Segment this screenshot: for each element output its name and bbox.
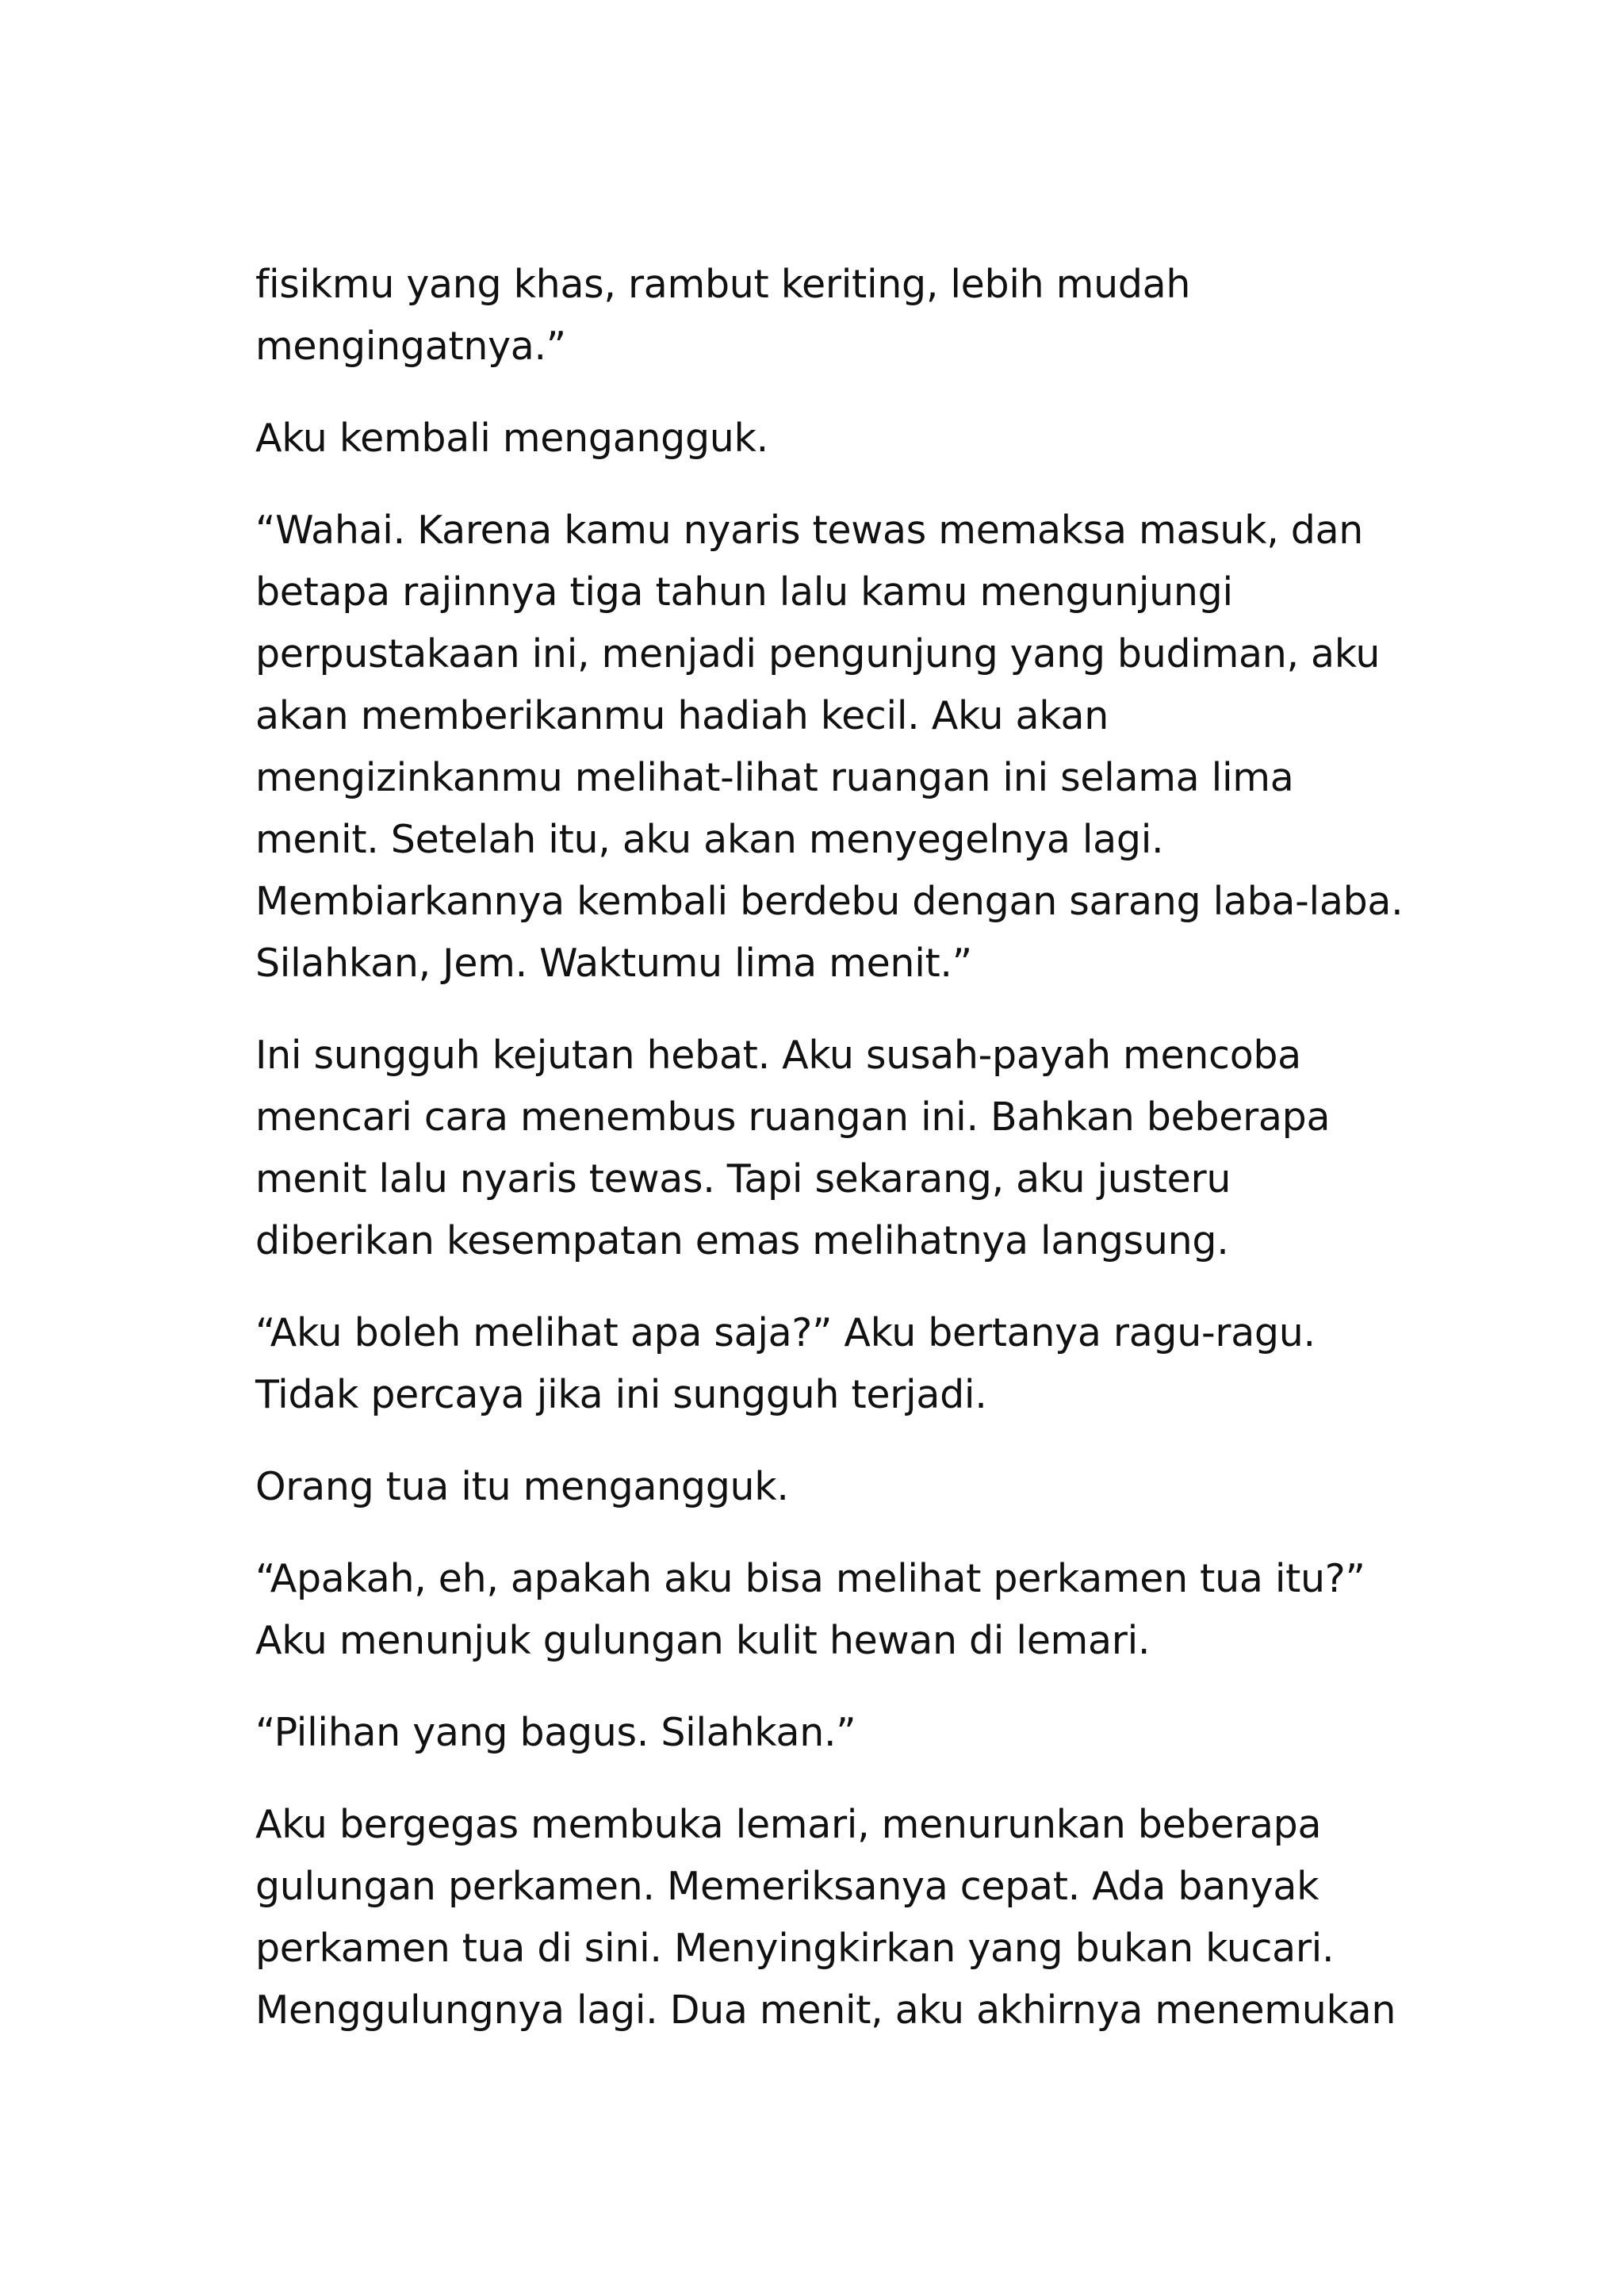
text-line: Menggulungnya lagi. Dua menit, aku akhirnya menemukan: [255, 1987, 1396, 2033]
text-line: perkamen tua di sini. Menyingkirkan yang bukan kucari.: [255, 1926, 1335, 1971]
text-line: mengizinkanmu melihat-lihat ruangan ini selama lima: [255, 755, 1294, 800]
paragraph-6: [255, 1456, 1397, 1518]
paragraph-1: [255, 254, 1397, 378]
text-line: Orang tua itu mengangguk.: [255, 1464, 789, 1509]
text-line: menit. Setelah itu, aku akan menyegelnya lagi.: [255, 817, 1164, 862]
paragraph-5: [255, 1302, 1397, 1426]
paragraph-9: [255, 1794, 1397, 2041]
text-line: Aku kembali mengangguk.: [255, 416, 768, 461]
text-line: mengingatnya.”: [255, 324, 566, 369]
text-line: Tidak percaya jika ini sungguh terjadi.: [255, 1372, 987, 1417]
text-line: diberikan kesempatan emas melihatnya langsung.: [255, 1218, 1229, 1263]
text-line: menit lalu nyaris tewas. Tapi sekarang, aku justeru: [255, 1156, 1231, 1202]
text-line: Aku bergegas membuka lemari, menurunkan beberapa: [255, 1802, 1322, 1847]
paragraph-7: [255, 1548, 1397, 1672]
paragraph-8: [255, 1702, 1397, 1764]
text-line: Aku menunjuk gulungan kulit hewan di lemari.: [255, 1618, 1151, 1663]
paragraph-4: [255, 1025, 1397, 1272]
text-line: Ini sungguh kejutan hebat. Aku susah-payah mencoba: [255, 1033, 1301, 1078]
text-line: mencari cara menembus ruangan ini. Bahkan beberapa: [255, 1094, 1331, 1140]
body-text: [255, 254, 1404, 2072]
text-line: “Wahai. Karena kamu nyaris tewas memaksa masuk, dan: [255, 508, 1364, 553]
paragraph-3: [255, 500, 1404, 995]
text-line: betapa rajinnya tiga tahun lalu kamu mengunjungi: [255, 569, 1233, 615]
text-line: “Aku boleh melihat apa saja?” Aku bertanya ragu-ragu.: [255, 1310, 1316, 1355]
text-line: Membiarkannya kembali berdebu dengan sarang laba-laba.: [255, 879, 1404, 924]
text-line: Silahkan, Jem. Waktumu lima menit.”: [255, 941, 972, 986]
text-line: gulungan perkamen. Memeriksanya cepat. Ada banyak: [255, 1864, 1320, 1909]
text-line: “Apakah, eh, apakah aku bisa melihat perkamen tua itu?”: [255, 1556, 1365, 1601]
text-line: perpustakaan ini, menjadi pengunjung yang budiman, aku: [255, 631, 1381, 677]
paragraph-2: [255, 408, 1397, 470]
text-line: akan memberikanmu hadiah kecil. Aku akan: [255, 693, 1109, 738]
text-line: fisikmu yang khas, rambut keriting, lebih mudah: [255, 262, 1191, 307]
text-line: “Pilihan yang bagus. Silahkan.”: [255, 1710, 856, 1755]
